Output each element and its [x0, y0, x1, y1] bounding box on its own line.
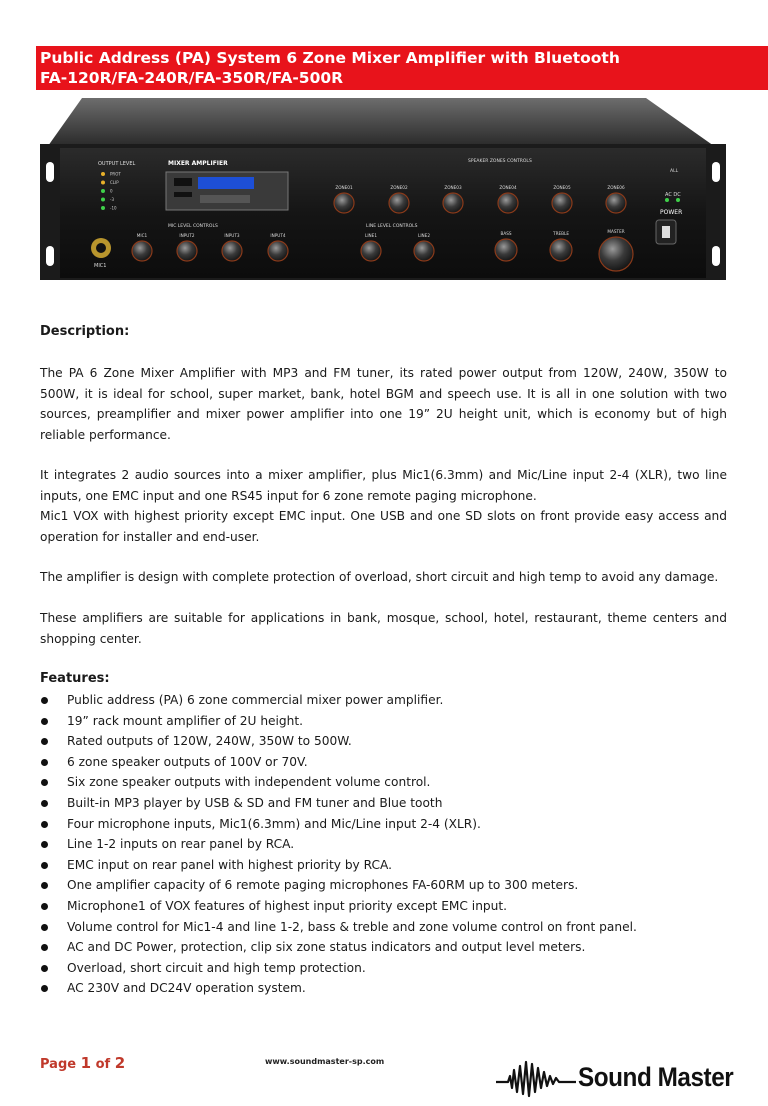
led-indicator — [101, 189, 105, 193]
zone-knob — [443, 185, 463, 213]
bullet-icon — [41, 965, 48, 972]
feature-item — [40, 958, 740, 979]
bullet-icon — [41, 841, 48, 848]
feature-text: One amplifier capacity of 6 remote paging microphones FA-60RM up to 300 meters. — [67, 878, 579, 893]
bullet-icon — [41, 862, 48, 869]
description-paragraph-2a: It integrates 2 audio sources into a mixer amplifier, plus Mic1(6.3mm) and Mic/Line input 2-4 (XLR), two line inputs, one EMC input and one RS45 input for 6 zone remote paging microphone. — [40, 468, 727, 503]
feature-item — [40, 772, 740, 793]
feature-text: Public address (PA) 6 zone commercial mixer power amplifier. — [67, 693, 444, 707]
description-paragraph-1: The PA 6 Zone Mixer Amplifier with MP3 and FM tuner, its rated power output from 120W, 240W, 350W to 500W, it is ideal for school, super market, bank, hotel BGM and speech use. It is all in one solution with two sources, preamplifier and mixer power amplifier into one 19” 2U height unit, which is economy but of high reliable performance. — [40, 366, 727, 442]
knob-label: MASTER — [607, 229, 625, 234]
led-indicator — [101, 206, 105, 210]
mic-controls-label: MIC LEVEL CONTROLS — [168, 224, 218, 229]
feature-item — [40, 752, 740, 773]
feature-text: EMC input on rear panel with highest priority by RCA. — [67, 857, 393, 872]
feature-text: 19” rack mount amplifier of 2U height. — [67, 713, 304, 728]
feature-text: AC 230V and DC24V operation system. — [67, 981, 306, 996]
brand-name: Sound Master — [578, 1062, 734, 1092]
feature-text: AC and DC Power, protection, clip six zone status indicators and output level meters. — [67, 940, 586, 955]
mic-knob — [268, 233, 288, 261]
led-indicator — [101, 172, 105, 176]
product-image — [38, 96, 728, 282]
knob-label: INPUT3 — [224, 233, 240, 238]
zone-knob — [389, 185, 409, 213]
feature-text: Overload, short circuit and high temp protection. — [67, 960, 366, 975]
document-title: Public Address (PA) System 6 Zone Mixer Amplifier with Bluetooth — [40, 49, 620, 67]
page-number — [40, 1054, 125, 1072]
mic1-jack-label: MIC1 — [94, 263, 107, 269]
feature-item — [40, 814, 740, 835]
amplifier-front-panel — [38, 96, 728, 282]
feature-text: Microphone1 of VOX features of highest input priority except EMC input. — [67, 898, 508, 913]
feature-item — [40, 793, 740, 814]
page-total: 2 — [114, 1054, 126, 1072]
feature-item — [40, 855, 740, 876]
all-zones-label: ALL — [670, 169, 679, 174]
bullet-icon — [41, 924, 48, 931]
knob-label: MIC1 — [136, 233, 148, 238]
knob-label: LINE2 — [417, 233, 431, 238]
knob-label: ZONE03 — [444, 185, 462, 190]
feature-text: Volume control for Mic1-4 and line 1-2, bass & treble and zone volume control on front panel. — [67, 919, 637, 934]
mic-knob — [177, 233, 197, 261]
page-current: 1 — [80, 1054, 92, 1072]
feature-text: Six zone speaker outputs with independent volume control. — [67, 775, 431, 790]
feature-item — [40, 731, 740, 752]
led-label: -3 — [110, 197, 114, 203]
feature-text: Line 1-2 inputs on rear panel by RCA. — [67, 837, 295, 852]
line-controls-label: LINE LEVEL CONTROLS — [366, 224, 418, 229]
bullet-icon — [41, 759, 48, 766]
knob-label: LINE1 — [364, 233, 378, 238]
knob-label: ZONE06 — [607, 185, 625, 190]
ac-dc-label: AC DC — [665, 192, 681, 198]
knob-label: BASS — [500, 231, 512, 236]
power-label: POWER — [660, 209, 683, 216]
title-bar — [36, 46, 768, 90]
zone-knob — [498, 185, 518, 213]
led-indicator — [101, 198, 105, 202]
led-label: PROT — [110, 171, 121, 177]
description-heading: Description: — [40, 324, 130, 339]
bullet-icon — [41, 903, 48, 910]
feature-item — [40, 711, 740, 732]
zones-label: SPEAKER ZONES CONTROLS — [468, 159, 532, 164]
bullet-icon — [41, 800, 48, 807]
features-list — [40, 690, 740, 999]
led-label: CLIP — [110, 180, 119, 186]
bullet-icon — [41, 821, 48, 828]
output-level-label: OUTPUT LEVEL — [98, 161, 136, 167]
knob-label: INPUT2 — [179, 233, 195, 238]
model-numbers: FA-120R/FA-240R/FA-350R/FA-500R — [40, 69, 344, 87]
mic-knob — [222, 233, 242, 261]
zone-knob — [606, 185, 626, 213]
knob-label: ZONE04 — [499, 185, 517, 190]
feature-item — [40, 690, 740, 711]
page-of: of — [95, 1057, 111, 1072]
knob-label: INPUT4 — [270, 233, 286, 238]
led-label: 0 — [110, 188, 113, 194]
page-label: Page — [40, 1057, 77, 1072]
feature-text: Rated outputs of 120W, 240W, 350W to 500W. — [67, 734, 352, 749]
feature-item — [40, 875, 740, 896]
knob-label: ZONE05 — [553, 185, 571, 190]
description-paragraph-4: These amplifiers are suitable for applications in bank, mosque, school, hotel, restaurant, theme centers and shopping center. — [40, 611, 727, 646]
feature-item — [40, 834, 740, 855]
feature-text: Built-in MP3 player by USB & SD and FM tuner and Blue tooth — [67, 795, 443, 810]
knob-label: ZONE01 — [335, 185, 353, 190]
treble-knob — [550, 231, 572, 261]
bullet-icon — [41, 985, 48, 992]
brand-logo — [494, 1058, 748, 1098]
feature-text: Four microphone inputs, Mic1(6.3mm) and Mic/Line input 2-4 (XLR). — [67, 816, 481, 831]
chassis-top — [48, 98, 714, 146]
feature-item — [40, 978, 740, 999]
waveform-icon — [494, 1058, 578, 1098]
bullet-icon — [41, 779, 48, 786]
mp3-display — [198, 177, 254, 189]
zone-knob — [334, 185, 354, 213]
bullet-icon — [41, 718, 48, 725]
led-label: -10 — [110, 205, 117, 211]
features-heading: Features: — [40, 671, 110, 686]
zone-knob — [552, 185, 572, 213]
bullet-icon — [41, 944, 48, 951]
description-paragraph-3: The amplifier is design with complete protection of overload, short circuit and high temp to avoid any damage. — [40, 570, 719, 584]
bullet-icon — [41, 738, 48, 745]
bullet-icon — [41, 697, 48, 704]
power-led — [676, 198, 680, 202]
feature-item — [40, 917, 740, 938]
power-led — [665, 198, 669, 202]
bullet-icon — [41, 882, 48, 889]
feature-item — [40, 896, 740, 917]
feature-item — [40, 937, 740, 958]
website-url: www.soundmaster-sp.com — [265, 1057, 385, 1066]
feature-text: 6 zone speaker outputs of 100V or 70V. — [67, 754, 308, 769]
mixer-amplifier-label: MIXER AMPLIFIER — [168, 160, 228, 167]
knob-label: TREBLE — [553, 231, 569, 236]
knob-label: ZONE02 — [390, 185, 408, 190]
description-paragraph-2b: Mic1 VOX with highest priority except EMC input. One USB and one SD slots on front provide easy access and operation for installer and end-user. — [40, 509, 727, 544]
led-indicator — [101, 181, 105, 185]
